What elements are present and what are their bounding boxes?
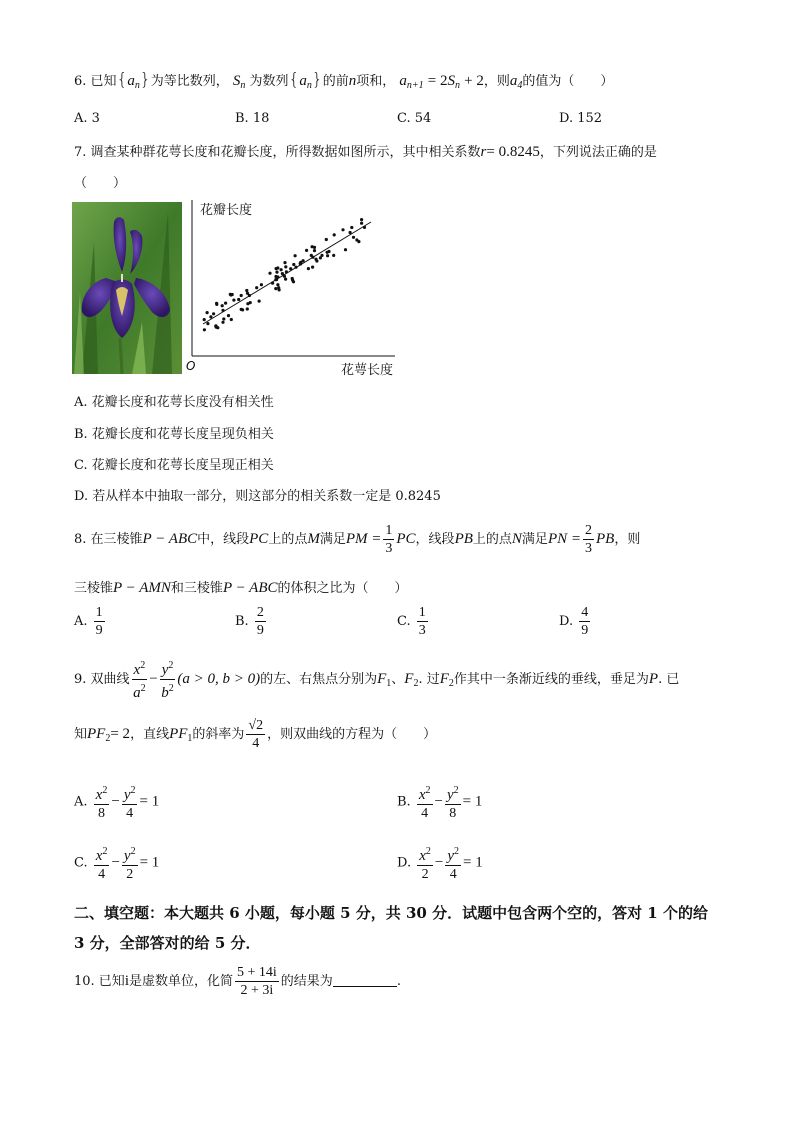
scatter-point: [332, 254, 335, 257]
scatter-point: [258, 300, 261, 303]
q8-option-d[interactable]: D. $\frac{4}{9}$: [559, 605, 589, 638]
scatter-point: [246, 302, 249, 305]
q7-option-d[interactable]: D. 若从样本中抽取一部分，则这部分的相关系数一定是 0.8245: [74, 489, 441, 504]
scatter-point: [360, 218, 363, 221]
scatter-point: [280, 268, 283, 271]
scatter-point: [292, 263, 295, 266]
scatter-point: [333, 233, 336, 236]
scatter-point: [246, 292, 249, 295]
q7-option-a[interactable]: A. 花瓣长度和花萼长度没有相关性: [74, 395, 274, 410]
scatter-point: [292, 280, 295, 283]
scatter-point: [326, 251, 329, 254]
scatter-point: [275, 271, 278, 274]
q9-option-a[interactable]: A. $\frac{x^2}{8}$ − $\frac{y^2}{4}$ = 1: [74, 782, 159, 822]
scatter-point: [299, 262, 302, 265]
q8-option-c[interactable]: C. $\frac{1}{3}$: [397, 605, 426, 638]
scatter-point: [271, 282, 274, 285]
scatter-point: [214, 325, 217, 328]
q7-stem-line2: （ ）: [74, 176, 127, 191]
q8-stem-line1: 8. 在三棱锥P − ABC中，线段PC上的点M满足PM = $\frac{1}{3}$ PC，线段PB上的点N满足PN = $\frac{2}{3}$ PB，则: [74, 523, 641, 556]
q9-option-c[interactable]: C. $\frac{x^2}{4}$ − $\frac{y^2}{2}$ = 1: [74, 843, 159, 883]
scatter-point: [221, 321, 224, 324]
origin-label: O: [186, 359, 196, 373]
q6-option-b[interactable]: B. 18: [235, 111, 270, 126]
scatter-point: [294, 254, 297, 257]
q9-stem-line1: 9. 双曲线 $\frac{x^2}{a^2}$ − $\frac{y^2}{b^2}$ (a > 0, b > 0)的左、右焦点分别为$F_1$、$F_2$. 过$F_2$作其中一条渐近线的垂线，垂足为P. 已: [74, 657, 679, 702]
scatter-point: [240, 308, 243, 311]
scatter-point: [274, 275, 277, 278]
q7-option-b[interactable]: B. 花瓣长度和花萼长度呈现负相关: [74, 427, 274, 442]
scatter-point: [313, 246, 316, 249]
scatter-point: [230, 318, 233, 321]
scatter-point: [221, 304, 224, 307]
scatter-point: [275, 267, 278, 270]
scatter-point: [307, 267, 310, 270]
scatter-point: [313, 249, 316, 252]
scatter-point: [355, 238, 358, 241]
q9-option-d[interactable]: D. $\frac{x^2}{2}$ − $\frac{y^2}{4}$ = 1: [397, 843, 483, 883]
scatter-point: [209, 315, 212, 318]
scatter-point: [284, 278, 287, 281]
scatter-point: [344, 248, 347, 251]
scatter-point: [229, 293, 232, 296]
q6-option-c[interactable]: C. 54: [397, 111, 432, 126]
scatter-point: [310, 254, 313, 257]
scatter-point: [341, 228, 344, 231]
scatter-point: [350, 226, 353, 229]
answer-blank[interactable]: [333, 986, 397, 987]
q6-option-d[interactable]: D. 152: [559, 111, 603, 126]
scatter-point: [206, 322, 209, 325]
section-heading-line1: 二、填空题：本大题共 6 小题，每小题 5 分，共 30 分．试题中包含两个空的，答对 1 个的给: [74, 904, 708, 922]
scatter-point: [349, 231, 352, 234]
q10-stem: 10. 已知i是虚数单位，化简 $\frac{5 + 14i}{2 + 3i}$ 的结果为 .: [74, 965, 401, 998]
q8-option-a[interactable]: A. $\frac{1}{9}$: [74, 605, 103, 638]
x-axis-label: 花萼长度: [341, 363, 394, 378]
scatter-point: [222, 317, 225, 320]
section-heading-line2: 3 分，全部答对的给 5 分．: [74, 934, 261, 952]
scatter-point: [363, 226, 366, 229]
q9-option-b[interactable]: B. $\frac{x^2}{4}$ − $\frac{y^2}{8}$ = 1: [397, 782, 482, 822]
q6-stem: 6. 已知$\{a_n\}$为等比数列， $S_n$ 为数列$\{a_n\}$的前n项和， $a_{n+1} = 2S_n + 2$，则$a_4$的值为（ ）: [74, 70, 614, 91]
scatter-chart: [185, 196, 405, 380]
scatter-point: [278, 288, 281, 291]
scatter-point: [360, 222, 363, 225]
scatter-point: [206, 311, 209, 314]
scatter-point: [325, 238, 328, 241]
scatter-point: [320, 254, 323, 257]
scatter-point: [281, 272, 284, 275]
scatter-point: [237, 298, 240, 301]
scatter-point: [227, 314, 230, 317]
scatter-point: [352, 236, 355, 239]
scatter-point: [246, 307, 249, 310]
scatter-point: [274, 287, 277, 290]
scatter-point: [283, 275, 286, 278]
scatter-point: [224, 302, 227, 305]
scatter-point: [326, 254, 329, 257]
scatter-point: [289, 267, 292, 270]
scatter-point: [305, 249, 308, 252]
scatter-point: [294, 266, 297, 269]
scatter-point: [203, 318, 206, 321]
y-axis-label: 花瓣长度: [200, 203, 253, 218]
scatter-point: [285, 270, 288, 273]
scatter-point: [221, 309, 224, 312]
iris-flower-photo: [72, 202, 182, 374]
q7-option-c[interactable]: C. 花瓣长度和花萼长度呈现正相关: [74, 458, 274, 473]
scatter-point: [245, 289, 248, 292]
q7-stem-line1: 7. 调查某种群花萼长度和花瓣长度，所得数据如图所示，其中相关系数r= 0.8245，下列说法正确的是: [74, 144, 657, 160]
scatter-point: [212, 312, 215, 315]
scatter-point: [240, 294, 243, 297]
scatter-point: [274, 278, 277, 281]
scatter-point: [203, 328, 206, 331]
scatter-point: [283, 261, 286, 264]
q9-stem-line2: 知$PF_2= 2$，直线$PF_1$的斜率为 $\frac{√2}{4}$ ，则双曲线的方程为（ ）: [74, 718, 437, 751]
scatter-point: [302, 259, 305, 262]
q6-option-a[interactable]: A. 3: [74, 111, 100, 126]
scatter-point: [315, 259, 318, 262]
q8-stem-line2: 三棱锥P − AMN和三棱锥P − ABC的体积之比为（ ）: [74, 580, 408, 596]
scatter-point: [232, 299, 235, 302]
scatter-point: [311, 266, 314, 269]
scatter-point: [268, 272, 271, 275]
scatter-point: [255, 286, 258, 289]
scatter-point: [284, 265, 287, 268]
scatter-point: [260, 283, 263, 286]
scatter-point: [215, 303, 218, 306]
q8-option-b[interactable]: B. $\frac{2}{9}$: [235, 605, 264, 638]
scatter-point: [276, 283, 279, 286]
